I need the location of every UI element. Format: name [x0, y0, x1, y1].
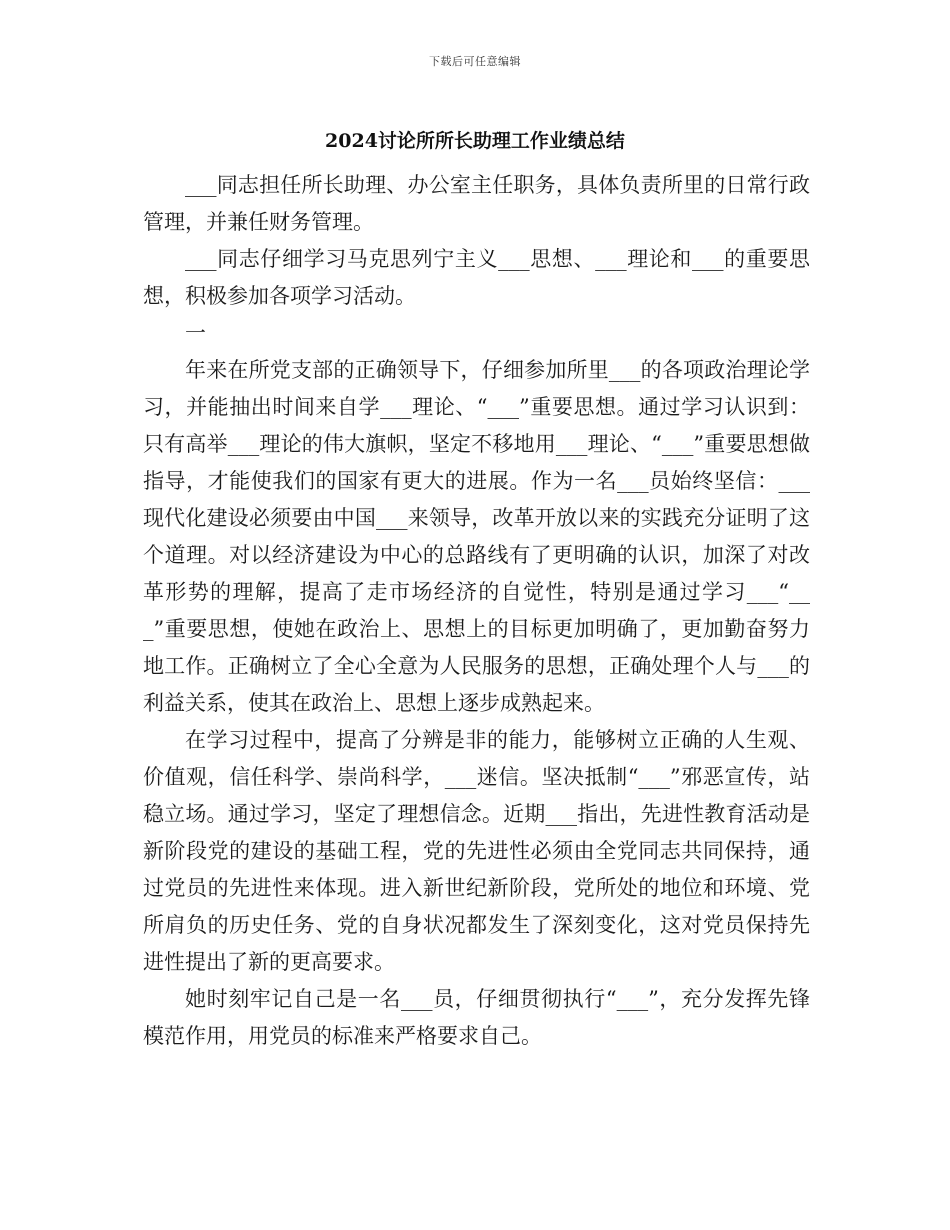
- paragraph-6: 她时刻牢记自己是一名___员，仔细贯彻执行“___”，充分发挥先锋模范作用，用党员的标准来严格要求自己。: [143, 987, 810, 1048]
- paragraph-2: ___同志仔细学习马克思列宁主义___思想、___理论和___的重要思想，积极参加各项学习活动。: [143, 247, 810, 308]
- paragraph-1: ___同志担任所长助理、办公室主任职务，具体负责所里的日常行政管理，并兼任财务管理。: [143, 173, 810, 234]
- paragraph-5: 在学习过程中，提高了分辨是非的能力，能够树立正确的人生观、价值观，信任科学、崇尚科学，___迷信。坚决抵制“___”邪恶宣传，站稳立场。通过学习，坚定了理想信念。近期___指出，先进性教育活动是新阶段党的建设的基础工程，党的先进性必须由全党同志共同保持，通过党员的先进性来体现。进入新世纪新阶段，党所处的地位和环境、党所肩负的历史任务、党的自身状况都发生了深刻变化，这对党员保持先进性提出了新的更高要求。: [143, 728, 810, 974]
- document-title: 2024讨论所所长助理工作业绩总结: [325, 130, 625, 152]
- paragraph-4: 年来在所党支部的正确领导下，仔细参加所里___的各项政治理论学习，并能抽出时间来自学___理论、“___”重要思想。通过学习认识到：只有高举___理论的伟大旗帜，坚定不移地用___理论、“___”重要思想做指导，才能使我们的国家有更大的进展。作为一名___员始终坚信：___现代化建设必须要由中国___来领导，改革开放以来的实践充分证明了这个道理。对以经济建设为中心的总路线有了更明确的认识，加深了对改革形势的理解，提高了走市场经济的自觉性，特别是通过学习___“___”重要思想，使她在政治上、思想上的目标更加明确了，更加勤奋努力地工作。正确树立了全心全意为人民服务的思想，正确处理个人与___的利益关系，使其在政治上、思想上逐步成熟起来。: [143, 358, 810, 715]
- paragraph-3: 一: [185, 321, 206, 345]
- page-header-note: 下载后可任意编辑: [429, 55, 521, 68]
- document-body: [143, 167, 810, 1055]
